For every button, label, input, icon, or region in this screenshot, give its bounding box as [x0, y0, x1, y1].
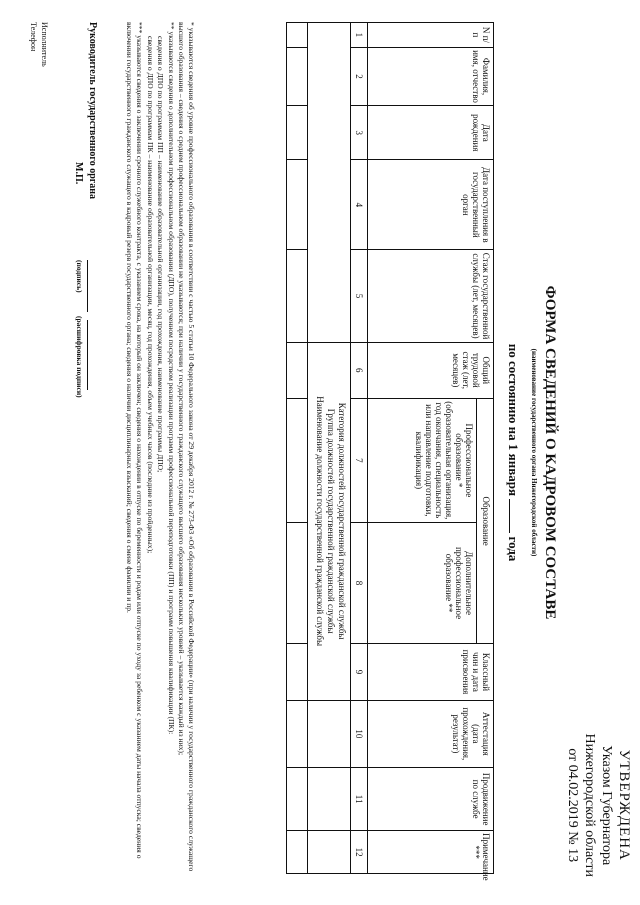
signature-decode-line [87, 320, 88, 390]
category-line: Наименование должности государственной гражданской службы [315, 396, 325, 647]
header-row [477, 23, 494, 874]
footnote: сведения о ДПО по программам ПК – наименование образовательной организации, месяц, год прохождения, объем учебных часов (последние из пройденных); [145, 36, 155, 554]
column-number: 1 [351, 23, 368, 48]
table-cell [308, 700, 351, 768]
table-cell [287, 768, 308, 831]
footnote: ** указываются сведения о дополнительном профессиональном образовании (ДПО), полученном посредством реализации программ профессиональной переподготовки (ПП) и программ повышения квалификации (ПК): [166, 22, 176, 735]
col-header-group: Образование [477, 398, 494, 643]
col-header: Дата рождения [368, 106, 494, 160]
table-cell [287, 398, 308, 522]
signature-line [87, 260, 88, 312]
signature-caption: (подпись) [75, 260, 84, 293]
table-cell [287, 250, 308, 342]
col-header: Продвижение по службе [368, 768, 494, 831]
table-cell [308, 768, 351, 831]
table-cell [287, 831, 308, 874]
decode-caption: (расшифровка подписи) [75, 316, 84, 398]
column-number: 7 [351, 398, 368, 522]
form-subtitle: (наименование государственного органа Нижегородской области) [530, 348, 538, 557]
as-of-date [505, 0, 522, 905]
col-header: Классный чин и дата присвоения [368, 644, 494, 700]
col-header: Общий трудовой стаж (лет, месяцев) [368, 342, 494, 398]
head-label: Руководитель государственного органа [87, 22, 98, 200]
column-number: 12 [351, 831, 368, 874]
approval-line: Указом Губернатора [599, 745, 614, 866]
category-line: Категория должностей государственной гражданской службы [337, 402, 347, 640]
phone-label: Телефон [29, 22, 38, 52]
table-cell [308, 23, 351, 343]
column-number: 4 [351, 160, 368, 250]
table-row [287, 23, 308, 874]
column-number: 5 [351, 250, 368, 342]
category-cell [308, 342, 351, 700]
col-header: Фамилия, имя, отчество [368, 47, 494, 106]
table-cell [287, 106, 308, 160]
col-header: Стаж государственной службы (лет, месяцев) [368, 250, 494, 342]
col-header: Примечание *** [368, 831, 494, 874]
approval-stamp [564, 733, 632, 877]
approval-title: УТВЕРЖДЕНА [616, 749, 632, 861]
personnel-table [286, 22, 494, 881]
column-number: 6 [351, 342, 368, 398]
column-number-row [351, 23, 368, 874]
col-header: Аттестация (дата прохождения, результат) [368, 700, 494, 768]
seal-label: М.П. [73, 162, 84, 185]
col-header: Дата поступления в государственный орган [368, 160, 494, 250]
col-header: N п/п [368, 23, 494, 48]
table-cell [308, 831, 351, 874]
category-line: Группа должностей государственной гражданской службы [326, 408, 336, 634]
table-cell [287, 342, 308, 398]
approval-line: Нижегородской области [582, 733, 597, 877]
as-of-suffix: года [506, 536, 521, 562]
table-cell [287, 522, 308, 644]
footnotes [124, 22, 196, 882]
as-of-prefix: по состоянию на 1 января [506, 343, 521, 496]
footnote: сведения о ДПО по программам ПП – наименование образовательной организации, год прохождения, наименование программы ДПО; [156, 36, 166, 473]
table-cell [287, 644, 308, 700]
col-header: Профессиональное образование * (образовательная организация, год окончания, специальность или направление подготовки, квалификация) [368, 398, 477, 522]
executor-block [28, 22, 50, 67]
year-blank [509, 499, 522, 533]
column-number: 8 [351, 522, 368, 644]
category-row [308, 23, 351, 874]
signature-block [73, 22, 98, 398]
form-title: ФОРМА СВЕДЕНИЙ О КАДРОВОМ СОСТАВЕ [542, 285, 558, 620]
approval-date: от 04.02.2019 № 13 [565, 748, 580, 863]
executor-label: Исполнитель [40, 22, 49, 67]
table-cell [287, 23, 308, 48]
column-number: 2 [351, 47, 368, 106]
column-number: 3 [351, 106, 368, 160]
column-number: 11 [351, 768, 368, 831]
footnote: * указываются сведения об уровне профессионального образования в соответствии с частью 5 статьи 10 Федерального закона от 29 декабря 2012 г. № 273-ФЗ «Об образовании в Российской Федерации» (при наличии у государственного гражданского служащего высшего образования – сведения о среднем профессиональном образовании не указываются; при наличии у государственного гражданского служащего высшего образования нескольких уровней – указывается каждый из них); [177, 22, 196, 872]
table-cell [287, 47, 308, 106]
table-cell [287, 160, 308, 250]
footnote: *** указываются сведения о заключении срочного служебного контракта, с указанием срока, на который он заключен; сведения о нахождении в отпуске по беременности и родам или отпуске по уходу за ребенком с указанием даты начала отпуска; сведения о включении государственного гражданского служащего в кадровый резерв государственного органа; сведения о наличии дисциплинарных взысканий; сведения о смене фамилии и пр. [125, 22, 145, 859]
column-number: 10 [351, 700, 368, 768]
table-cell [287, 700, 308, 768]
col-header: Дополнительное профессиональное образование ** [368, 522, 477, 644]
column-number: 9 [351, 644, 368, 700]
